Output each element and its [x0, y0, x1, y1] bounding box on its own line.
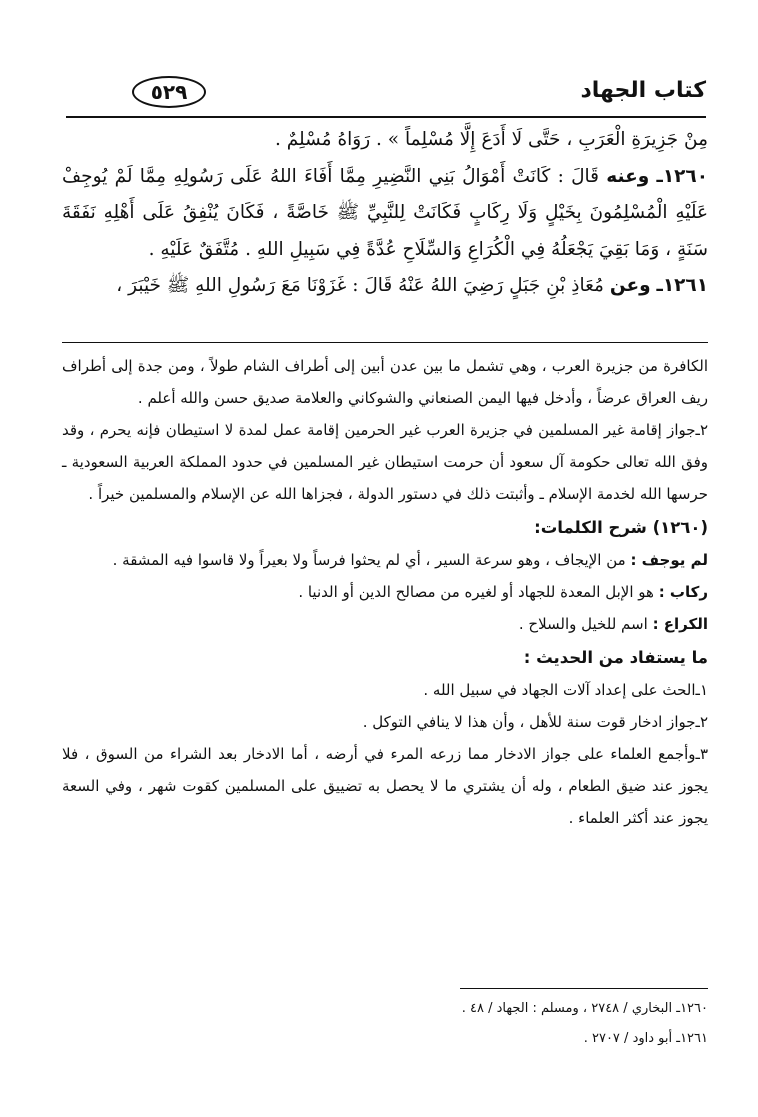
- lesson-text: وأجمع العلماء على جواز الادخار مما زرعه المرء في أرضه ، أما الادخار بعد الشراء من السوق ، فلا يجوز عند ضيق الطعام ، وله أن يشتري ما لا يحصل به تضييق على المسلمين كقوت شهر ، وفي السعة يجوز عند أكثر العلماء .: [62, 745, 708, 827]
- commentary-point-2: [62, 414, 708, 510]
- lesson-number: ٣ـ: [695, 745, 708, 763]
- vocab-item: [62, 576, 708, 608]
- lesson-text: الحث على إعداد آلات الجهاد في سبيل الله .: [423, 681, 696, 699]
- hadith-text: [62, 122, 708, 305]
- lesson-item: [62, 706, 708, 738]
- vocab-definition: من الإيجاف ، وهو سرعة السير ، أي لم يحثوا فرساً ولا بعيراً ولا قاسوا فيه المشقة .: [112, 551, 626, 569]
- footnotes: [62, 994, 708, 1054]
- running-header: [66, 76, 706, 108]
- lessons-heading: ما يستفاد من الحديث :: [523, 648, 708, 667]
- lesson-item: [62, 738, 708, 834]
- hadith-body: قَالَ : كَانَتْ أَمْوَالُ بَنِي النَّضِيرِ مِمَّا أَفَاءَ اللهُ عَلَى رَسُولِهِ مِمَّا لَمْ يُوجِفْ عَلَيْهِ الْمُسْلِمُونَ بِخَيْلٍ وَلَا رِكَابٍ فَكَانَتْ لِلنَّبِيِّ ﷺ خَاصَّةً ، فَكَانَ يُنْفِقُ عَلَى أَهْلِهِ نَفَقَةَ سَنَةٍ ، وَمَا بَقِيَ يَجْعَلُهُ فِي الْكُرَاعِ وَالسِّلَاحِ عُدَّةً فِي سَبِيلِ اللهِ . مُتَّفَقٌ عَلَيْهِ .: [62, 165, 708, 260]
- point-number: ٢ـ: [695, 421, 708, 439]
- footnote: ١٢٦١ـ أبو داود / ٢٧٠٧ .: [583, 1031, 708, 1046]
- lesson-text: جواز ادخار قوت سنة للأهل ، وأن هذا لا ينافي التوكل .: [362, 713, 696, 731]
- vocab-term: الكراع :: [652, 615, 708, 633]
- hadith-number: ١٢٦٠ـ: [656, 165, 708, 187]
- vocab-item: [62, 544, 708, 576]
- hadith-lead-word: وعنه: [606, 165, 650, 187]
- commentary: [62, 350, 708, 834]
- page-number: ٥٢٩: [132, 76, 206, 108]
- commentary-intro: الكافرة من جزيرة العرب ، وهي تشمل ما بين عدن أبين إلى أطراف الشام طولاً ، ومن جدة إلى أطراف ريف العراق عرضاً ، وأدخل فيها اليمن الصنعاني والشوكاني والعلامة صديق حسن والله أعلم .: [62, 357, 708, 407]
- vocab-term: لم يوجف :: [630, 551, 708, 569]
- vocabulary-heading: (١٢٦٠) شرح الكلمات:: [534, 518, 708, 537]
- chapter-title: كتاب الجهاد: [580, 78, 706, 103]
- hadith-number: ١٢٦١ـ: [656, 275, 708, 296]
- lesson-number: ١ـ: [695, 681, 708, 699]
- lesson-number: ٢ـ: [695, 713, 708, 731]
- hadith-lead-word: وعن: [609, 275, 651, 296]
- footnote-divider: [460, 988, 708, 989]
- lesson-item: [62, 674, 708, 706]
- hadith-continuation: مِنْ جَزِيرَةِ الْعَرَبِ ، حَتَّى لَا أَدَعَ إِلَّا مُسْلِماً » . رَوَاهُ مُسْلِمٌ .: [274, 129, 708, 150]
- hadith-1260: [62, 159, 708, 269]
- commentary-divider: [62, 342, 708, 343]
- vocab-item: [62, 608, 708, 640]
- vocab-term: ركاب :: [658, 583, 708, 601]
- point-text: جواز إقامة غير المسلمين في جزيرة العرب غير الحرمين إقامة عمل لمدة لا استيطان فإنه يحرم ، وقد وفق الله تعالى حكومة آل سعود أن حرمت استيطان غير المسلمين في حدود المملكة العربية السعودية ـ حرسها الله لخدمة الإسلام ـ وأثبتت ذلك في دستور الدولة ، فجزاها الله عن الإسلام والمسلمين خيراً .: [62, 421, 708, 503]
- vocab-definition: هو الإبل المعدة للجهاد أو لغيره من مصالح الدين أو الدنيا .: [298, 583, 654, 601]
- hadith-body: مُعَاذِ بْنِ جَبَلٍ رَضِيَ اللهُ عَنْهُ قَالَ : غَزَوْنَا مَعَ رَسُولِ اللهِ ﷺ خَيْبَرَ ،: [116, 275, 604, 296]
- footnote: ١٢٦٠ـ البخاري / ٢٧٤٨ ، ومسلم : الجهاد / ٤٨ .: [461, 1001, 708, 1016]
- header-rule: [66, 116, 706, 118]
- hadith-1261: [62, 268, 708, 305]
- vocab-definition: اسم للخيل والسلاح .: [518, 615, 648, 633]
